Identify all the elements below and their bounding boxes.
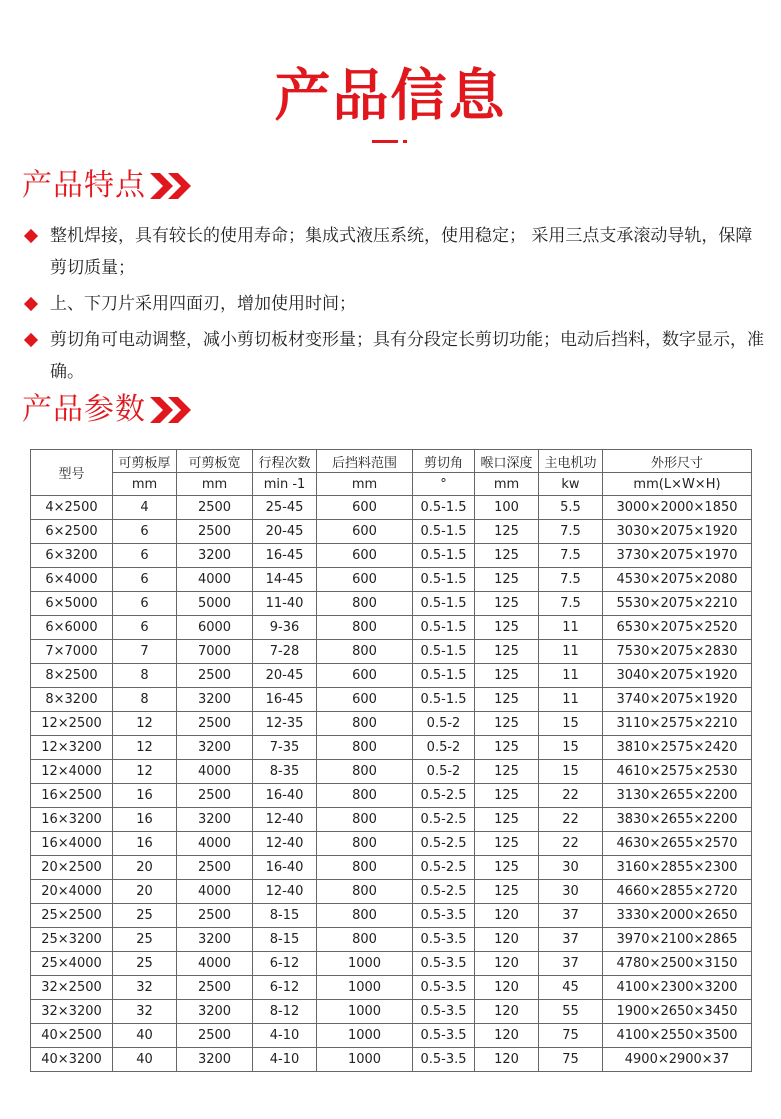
- table-cell: 22: [539, 832, 603, 856]
- table-cell: 11: [539, 688, 603, 712]
- table-cell: 125: [475, 712, 539, 736]
- table-cell: 120: [475, 976, 539, 1000]
- table-row: [31, 688, 752, 712]
- diamond-bullet-icon: [24, 229, 38, 243]
- table-cell: 25-45: [253, 496, 317, 520]
- table-row: [31, 1000, 752, 1024]
- table-cell: 8×3200: [31, 688, 113, 712]
- column-header: 型号: [31, 450, 113, 496]
- table-cell: 100: [475, 496, 539, 520]
- column-unit: °: [413, 473, 475, 496]
- diamond-bullet-icon: [24, 333, 38, 347]
- table-cell: 120: [475, 1000, 539, 1024]
- diamond-bullet-icon: [24, 297, 38, 311]
- table-cell: 15: [539, 712, 603, 736]
- feature-item: [22, 288, 767, 320]
- table-cell: 0.5-1.5: [413, 544, 475, 568]
- table-cell: 15: [539, 760, 603, 784]
- table-cell: 11: [539, 640, 603, 664]
- table-row: [31, 928, 752, 952]
- table-cell: 30: [539, 880, 603, 904]
- table-cell: 600: [317, 520, 413, 544]
- table-cell: 12×2500: [31, 712, 113, 736]
- table-cell: 6×2500: [31, 520, 113, 544]
- table-cell: 75: [539, 1048, 603, 1072]
- table-cell: 0.5-2.5: [413, 832, 475, 856]
- table-cell: 25: [113, 928, 177, 952]
- table-row: [31, 544, 752, 568]
- table-cell: 3200: [177, 688, 253, 712]
- table-row: [31, 1048, 752, 1072]
- table-row: [31, 808, 752, 832]
- params-heading: [22, 390, 194, 430]
- table-cell: 4780×2500×3150: [603, 952, 752, 976]
- table-cell: 600: [317, 688, 413, 712]
- table-cell: 14-45: [253, 568, 317, 592]
- params-heading-text: 产品参数: [22, 392, 146, 427]
- table-cell: 8-35: [253, 760, 317, 784]
- table-cell: 4000: [177, 760, 253, 784]
- table-cell: 30: [539, 856, 603, 880]
- feature-text: 剪切角可电动调整，减小剪切板材变形量；具有分段定长剪切功能；电动后挡料，数字显示，准确。: [50, 330, 764, 382]
- table-cell: 4×2500: [31, 496, 113, 520]
- table-cell: 6×5000: [31, 592, 113, 616]
- table-cell: 6: [113, 616, 177, 640]
- table-cell: 32×3200: [31, 1000, 113, 1024]
- feature-text: 整机焊接，具有较长的使用寿命；集成式液压系统，使用稳定； 采用三点支承滚动导轨，保障剪切质量；: [50, 226, 753, 278]
- table-cell: 0.5-1.5: [413, 592, 475, 616]
- column-unit: mm: [177, 473, 253, 496]
- table-cell: 3000×2000×1850: [603, 496, 752, 520]
- column-unit: kw: [539, 473, 603, 496]
- table-row: [31, 784, 752, 808]
- table-cell: 600: [317, 568, 413, 592]
- table-cell: 0.5-1.5: [413, 520, 475, 544]
- table-cell: 125: [475, 616, 539, 640]
- table-cell: 45: [539, 976, 603, 1000]
- table-cell: 6×4000: [31, 568, 113, 592]
- table-cell: 3740×2075×1920: [603, 688, 752, 712]
- table-cell: 0.5-1.5: [413, 496, 475, 520]
- params-table: [30, 449, 752, 1072]
- table-cell: 0.5-3.5: [413, 1000, 475, 1024]
- table-cell: 3970×2100×2865: [603, 928, 752, 952]
- table-cell: 800: [317, 856, 413, 880]
- table-cell: 8×2500: [31, 664, 113, 688]
- title-underline-dot: [403, 140, 407, 143]
- table-cell: 4100×2550×3500: [603, 1024, 752, 1048]
- page-title: 产品信息: [274, 64, 507, 129]
- table-cell: 800: [317, 736, 413, 760]
- table-cell: 5.5: [539, 496, 603, 520]
- table-cell: 800: [317, 880, 413, 904]
- column-header: 喉口深度: [475, 450, 539, 473]
- table-cell: 16-45: [253, 544, 317, 568]
- table-cell: 4530×2075×2080: [603, 568, 752, 592]
- table-row: [31, 976, 752, 1000]
- table-row: [31, 664, 752, 688]
- table-cell: 20: [113, 856, 177, 880]
- table-cell: 7530×2075×2830: [603, 640, 752, 664]
- table-cell: 22: [539, 784, 603, 808]
- table-cell: 3830×2655×2200: [603, 808, 752, 832]
- table-row: [31, 496, 752, 520]
- table-row: [31, 904, 752, 928]
- table-row: [31, 952, 752, 976]
- table-cell: 0.5-1.5: [413, 568, 475, 592]
- table-cell: 3030×2075×1920: [603, 520, 752, 544]
- table-cell: 0.5-2: [413, 712, 475, 736]
- table-cell: 600: [317, 544, 413, 568]
- table-cell: 12-40: [253, 808, 317, 832]
- table-cell: 800: [317, 832, 413, 856]
- table-cell: 20-45: [253, 664, 317, 688]
- table-cell: 125: [475, 544, 539, 568]
- table-cell: 120: [475, 1024, 539, 1048]
- table-row: [31, 640, 752, 664]
- table-cell: 600: [317, 496, 413, 520]
- table-cell: 0.5-2.5: [413, 856, 475, 880]
- table-cell: 3810×2575×2420: [603, 736, 752, 760]
- table-cell: 4630×2655×2570: [603, 832, 752, 856]
- table-cell: 2500: [177, 976, 253, 1000]
- table-row: [31, 712, 752, 736]
- table-cell: 125: [475, 592, 539, 616]
- table-cell: 12: [113, 760, 177, 784]
- table-cell: 4: [113, 496, 177, 520]
- table-cell: 125: [475, 784, 539, 808]
- table-cell: 4660×2855×2720: [603, 880, 752, 904]
- table-cell: 1000: [317, 1048, 413, 1072]
- table-cell: 120: [475, 928, 539, 952]
- table-cell: 125: [475, 736, 539, 760]
- table-cell: 16×3200: [31, 808, 113, 832]
- table-cell: 125: [475, 760, 539, 784]
- table-cell: 7-35: [253, 736, 317, 760]
- table-row: [31, 832, 752, 856]
- table-cell: 75: [539, 1024, 603, 1048]
- table-cell: 4000: [177, 832, 253, 856]
- table-cell: 40×3200: [31, 1048, 113, 1072]
- table-cell: 6000: [177, 616, 253, 640]
- table-cell: 8: [113, 664, 177, 688]
- table-cell: 5000: [177, 592, 253, 616]
- table-cell: 0.5-3.5: [413, 904, 475, 928]
- table-cell: 2500: [177, 784, 253, 808]
- column-header: 可剪板厚: [113, 450, 177, 473]
- table-header-row: [31, 450, 752, 473]
- title-underline: [372, 140, 398, 143]
- table-cell: 40×2500: [31, 1024, 113, 1048]
- table-cell: 40: [113, 1048, 177, 1072]
- table-cell: 2500: [177, 904, 253, 928]
- table-cell: 125: [475, 688, 539, 712]
- feature-item: [22, 220, 767, 284]
- features-heading-text: 产品特点: [22, 168, 146, 203]
- table-row: [31, 880, 752, 904]
- table-cell: 32×2500: [31, 976, 113, 1000]
- table-cell: 7-28: [253, 640, 317, 664]
- table-cell: 4100×2300×3200: [603, 976, 752, 1000]
- table-cell: 0.5-1.5: [413, 664, 475, 688]
- table-cell: 6530×2075×2520: [603, 616, 752, 640]
- table-cell: 1000: [317, 1024, 413, 1048]
- column-header: 主电机功: [539, 450, 603, 473]
- table-cell: 125: [475, 880, 539, 904]
- table-cell: 25: [113, 904, 177, 928]
- table-cell: 125: [475, 520, 539, 544]
- table-cell: 6: [113, 568, 177, 592]
- table-cell: 0.5-3.5: [413, 976, 475, 1000]
- table-cell: 0.5-2: [413, 760, 475, 784]
- table-cell: 8-15: [253, 928, 317, 952]
- table-cell: 9-36: [253, 616, 317, 640]
- table-cell: 2500: [177, 664, 253, 688]
- column-header: 行程次数: [253, 450, 317, 473]
- table-cell: 3200: [177, 736, 253, 760]
- table-row: [31, 592, 752, 616]
- table-cell: 12: [113, 736, 177, 760]
- table-cell: 600: [317, 664, 413, 688]
- table-cell: 12-40: [253, 880, 317, 904]
- table-cell: 6-12: [253, 976, 317, 1000]
- table-row: [31, 856, 752, 880]
- table-cell: 7000: [177, 640, 253, 664]
- table-cell: 25×2500: [31, 904, 113, 928]
- feature-list: [22, 220, 767, 392]
- table-cell: 16-45: [253, 688, 317, 712]
- table-cell: 800: [317, 904, 413, 928]
- table-cell: 12×4000: [31, 760, 113, 784]
- column-header: 外形尺寸: [603, 450, 752, 473]
- table-cell: 120: [475, 1048, 539, 1072]
- table-cell: 20×2500: [31, 856, 113, 880]
- table-cell: 800: [317, 640, 413, 664]
- table-cell: 6: [113, 520, 177, 544]
- table-cell: 7.5: [539, 520, 603, 544]
- double-chevron-icon: [150, 173, 194, 199]
- table-cell: 4000: [177, 952, 253, 976]
- table-cell: 0.5-1.5: [413, 688, 475, 712]
- table-cell: 7×7000: [31, 640, 113, 664]
- table-cell: 2500: [177, 496, 253, 520]
- features-heading: [22, 166, 194, 206]
- column-unit: mm: [317, 473, 413, 496]
- table-cell: 800: [317, 616, 413, 640]
- table-cell: 25×3200: [31, 928, 113, 952]
- table-cell: 25: [113, 952, 177, 976]
- table-row: [31, 760, 752, 784]
- table-cell: 6-12: [253, 952, 317, 976]
- table-cell: 11: [539, 616, 603, 640]
- column-unit: min -1: [253, 473, 317, 496]
- column-unit: mm: [113, 473, 177, 496]
- table-cell: 4000: [177, 880, 253, 904]
- table-cell: 37: [539, 904, 603, 928]
- table-cell: 8-15: [253, 904, 317, 928]
- table-cell: 125: [475, 856, 539, 880]
- table-cell: 4900×2900×37: [603, 1048, 752, 1072]
- table-cell: 0.5-2.5: [413, 880, 475, 904]
- table-cell: 12×3200: [31, 736, 113, 760]
- column-header: 可剪板宽: [177, 450, 253, 473]
- table-cell: 6: [113, 592, 177, 616]
- table-cell: 25×4000: [31, 952, 113, 976]
- table-cell: 800: [317, 784, 413, 808]
- table-cell: 3110×2575×2210: [603, 712, 752, 736]
- table-cell: 16: [113, 784, 177, 808]
- table-cell: 16×2500: [31, 784, 113, 808]
- table-cell: 3040×2075×1920: [603, 664, 752, 688]
- table-cell: 0.5-3.5: [413, 952, 475, 976]
- table-cell: 7.5: [539, 568, 603, 592]
- table-cell: 37: [539, 928, 603, 952]
- table-cell: 1900×2650×3450: [603, 1000, 752, 1024]
- table-cell: 6: [113, 544, 177, 568]
- table-cell: 3730×2075×1970: [603, 544, 752, 568]
- table-cell: 1000: [317, 1000, 413, 1024]
- table-cell: 20: [113, 880, 177, 904]
- table-cell: 8-12: [253, 1000, 317, 1024]
- table-cell: 20×4000: [31, 880, 113, 904]
- table-cell: 3200: [177, 928, 253, 952]
- double-chevron-icon: [150, 397, 194, 423]
- table-cell: 2500: [177, 712, 253, 736]
- table-cell: 0.5-3.5: [413, 1048, 475, 1072]
- table-cell: 0.5-2: [413, 736, 475, 760]
- table-cell: 0.5-2.5: [413, 808, 475, 832]
- feature-text: 上、下刀片采用四面刃，增加使用时间；: [50, 294, 356, 314]
- table-cell: 0.5-2.5: [413, 784, 475, 808]
- column-unit: mm(L×W×H): [603, 473, 752, 496]
- table-cell: 8: [113, 688, 177, 712]
- table-cell: 0.5-3.5: [413, 928, 475, 952]
- table-cell: 3200: [177, 1048, 253, 1072]
- table-cell: 3130×2655×2200: [603, 784, 752, 808]
- table-cell: 0.5-1.5: [413, 616, 475, 640]
- table-cell: 37: [539, 952, 603, 976]
- column-header: 后挡料范围: [317, 450, 413, 473]
- table-row: [31, 616, 752, 640]
- table-cell: 16: [113, 808, 177, 832]
- table-cell: 125: [475, 568, 539, 592]
- table-cell: 0.5-1.5: [413, 640, 475, 664]
- column-unit: mm: [475, 473, 539, 496]
- table-cell: 40: [113, 1024, 177, 1048]
- table-row: [31, 520, 752, 544]
- table-unit-row: [31, 473, 752, 496]
- table-cell: 5530×2075×2210: [603, 592, 752, 616]
- table-cell: 11-40: [253, 592, 317, 616]
- table-cell: 6×6000: [31, 616, 113, 640]
- column-header: 剪切角: [413, 450, 475, 473]
- table-cell: 4000: [177, 568, 253, 592]
- table-cell: 16-40: [253, 784, 317, 808]
- table-cell: 2500: [177, 520, 253, 544]
- table-cell: 22: [539, 808, 603, 832]
- table-cell: 800: [317, 760, 413, 784]
- table-cell: 12-40: [253, 832, 317, 856]
- table-cell: 15: [539, 736, 603, 760]
- table-cell: 3200: [177, 808, 253, 832]
- table-cell: 20-45: [253, 520, 317, 544]
- table-cell: 12: [113, 712, 177, 736]
- table-cell: 800: [317, 592, 413, 616]
- table-cell: 4610×2575×2530: [603, 760, 752, 784]
- table-row: [31, 1024, 752, 1048]
- table-cell: 120: [475, 904, 539, 928]
- table-cell: 800: [317, 808, 413, 832]
- table-cell: 12-35: [253, 712, 317, 736]
- table-cell: 16×4000: [31, 832, 113, 856]
- table-cell: 7: [113, 640, 177, 664]
- table-cell: 125: [475, 832, 539, 856]
- table-cell: 7.5: [539, 544, 603, 568]
- table-cell: 3200: [177, 544, 253, 568]
- table-cell: 800: [317, 928, 413, 952]
- table-cell: 32: [113, 1000, 177, 1024]
- table-cell: 3330×2000×2650: [603, 904, 752, 928]
- table-cell: 120: [475, 952, 539, 976]
- table-cell: 4-10: [253, 1048, 317, 1072]
- table-cell: 3200: [177, 1000, 253, 1024]
- table-cell: 125: [475, 640, 539, 664]
- table-cell: 3160×2855×2300: [603, 856, 752, 880]
- table-cell: 7.5: [539, 592, 603, 616]
- table-cell: 55: [539, 1000, 603, 1024]
- table-row: [31, 736, 752, 760]
- table-cell: 1000: [317, 976, 413, 1000]
- table-cell: 2500: [177, 1024, 253, 1048]
- table-cell: 1000: [317, 952, 413, 976]
- table-row: [31, 568, 752, 592]
- table-cell: 800: [317, 712, 413, 736]
- feature-item: [22, 324, 767, 388]
- table-cell: 2500: [177, 856, 253, 880]
- table-cell: 11: [539, 664, 603, 688]
- table-cell: 6×3200: [31, 544, 113, 568]
- table-cell: 16: [113, 832, 177, 856]
- table-cell: 0.5-3.5: [413, 1024, 475, 1048]
- table-cell: 32: [113, 976, 177, 1000]
- table-cell: 125: [475, 808, 539, 832]
- table-cell: 4-10: [253, 1024, 317, 1048]
- table-cell: 125: [475, 664, 539, 688]
- table-cell: 16-40: [253, 856, 317, 880]
